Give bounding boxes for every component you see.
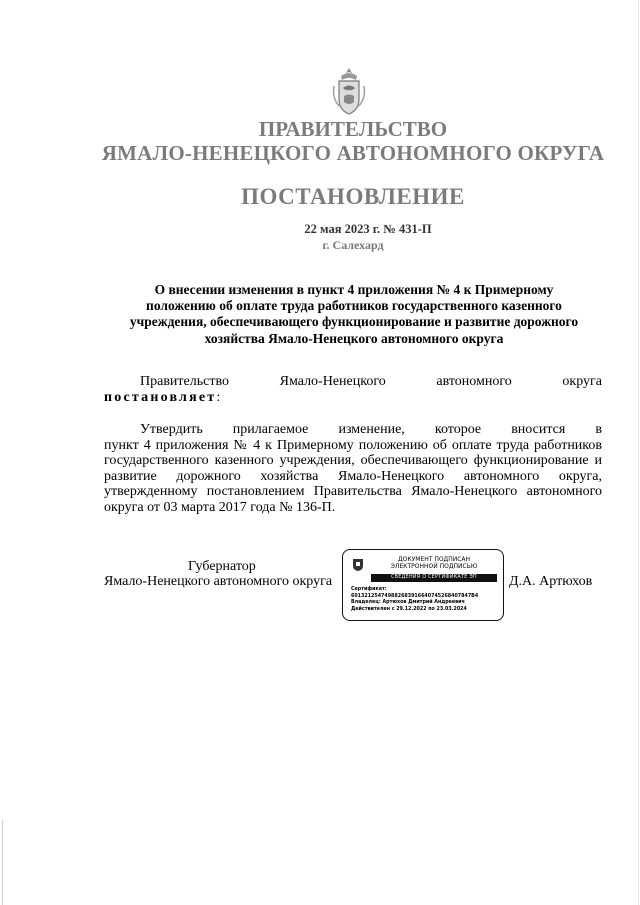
stamp-title xyxy=(373,556,495,570)
title-line: О внесении изменения в пункт 4 приложения № 4 к Примерному xyxy=(154,282,554,297)
certificate-details xyxy=(351,587,478,613)
stamp-bar: СВЕДЕНИЯ О СЕРТИФИКАТЕ ЭП xyxy=(371,574,497,582)
paragraph-preamble xyxy=(104,374,602,405)
signer-name: Д.А. Артюхов xyxy=(509,574,593,589)
cert-owner: Владелец: Артюхов Дмитрий Андреевич xyxy=(351,600,465,606)
cert-value: 601321254749882683916640745268407847В4 xyxy=(351,593,479,599)
preamble-decree-line xyxy=(104,390,602,406)
stamp-title-line: ДОКУМЕНТ ПОДПИСАН xyxy=(397,556,471,563)
decree-word: постановляет xyxy=(104,389,217,405)
page-edge-left xyxy=(2,820,3,905)
page-edge xyxy=(638,0,639,905)
government-name-line2: ЯМАЛО-НЕНЕЦКОГО АВТОНОМНОГО ОКРУГА xyxy=(101,141,605,165)
electronic-signature-stamp xyxy=(342,549,504,621)
document-type: ПОСТАНОВЛЕНИЕ xyxy=(241,184,465,209)
main-text: пункт 4 приложения № 4 к Примерному положению об оплате труда работников государственного казенного учреждения, обеспечивающего функционирование и развитие дорожного хозяйства Ямало-Ненецкого автономного округа, утвержденному постановлением Правительства Ямало-Ненецкого автономного округа от 03 марта 2017 года № 136-П. xyxy=(104,437,602,515)
date-number: 22 мая 2023 г. № 431-П xyxy=(304,222,432,236)
city: г. Салехард xyxy=(322,238,384,252)
main-first-line: Утвердить прилагаемое изменение, которое вносится в xyxy=(140,422,602,437)
signer-organization: Ямало-Ненецкого автономного округа xyxy=(104,574,333,589)
title-line: хозяйства Ямало-Ненецкого автономного округа xyxy=(204,330,504,346)
government-name-line1: ПРАВИТЕЛЬСТВО xyxy=(258,117,448,141)
decree-colon: : xyxy=(216,389,221,405)
cert-label: Сертификат: xyxy=(351,587,387,592)
signer-role: Губернатор xyxy=(188,559,256,574)
paragraph-main xyxy=(104,422,602,516)
emblem-icon xyxy=(351,556,365,572)
stamp-title-line: ЭЛЕКТРОННОЙ ПОДПИСЬЮ xyxy=(390,563,478,570)
document-title xyxy=(104,282,604,347)
cert-validity: Действителен с 29.12.2022 по 23.03.2024 xyxy=(351,606,467,612)
preamble-line: Правительство Ямало-Ненецкого автономного округа xyxy=(140,374,602,389)
title-line: учреждения, обеспечивающего функционирование и развитие дорожного xyxy=(129,314,579,330)
title-line: положению об оплате труда работников государственного казенного xyxy=(146,298,562,314)
coat-of-arms-icon xyxy=(330,66,368,118)
